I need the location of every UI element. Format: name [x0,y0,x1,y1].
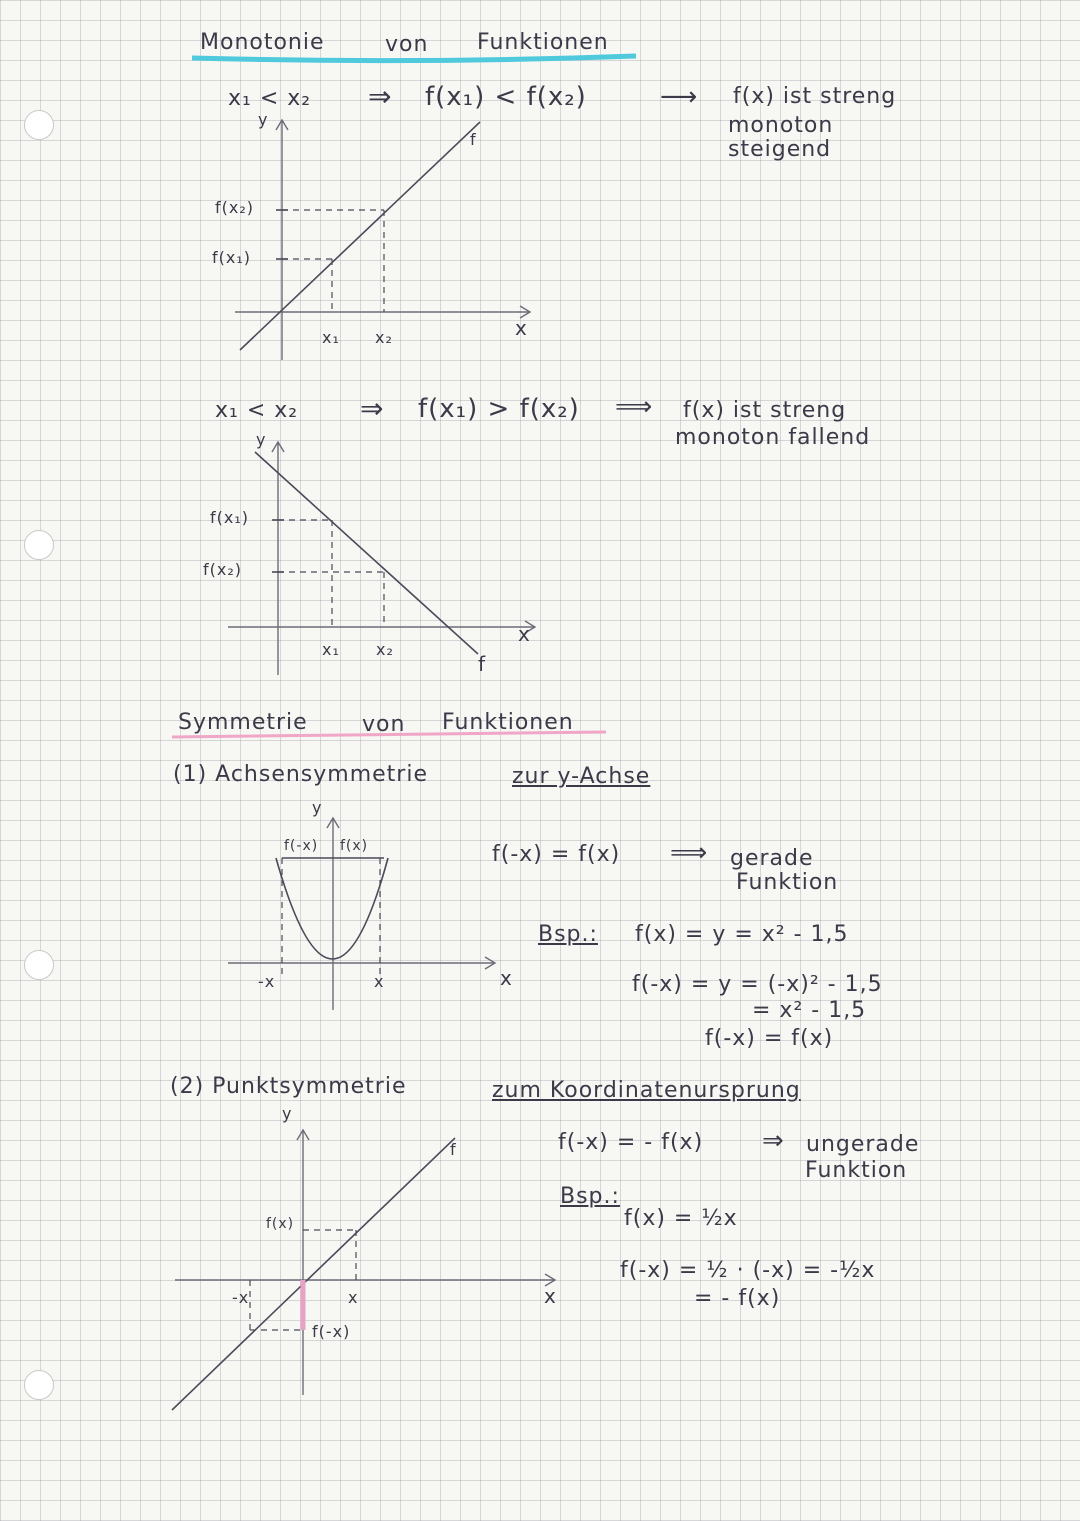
steigend-arrow: ⇒ [368,80,393,113]
graph2-fx2-label: f(x₂) [203,560,242,579]
achsen-bsp-line2: f(-x) = y = (-x)² - 1,5 [632,972,883,997]
achsen-title-suffix: zur y-Achse [512,764,651,789]
punkt-rule: f(-x) = - f(x) [558,1130,704,1155]
steigend-implication: f(x₁) < f(x₂) [425,82,587,112]
oddline-y-label: y [282,1104,293,1123]
achsen-bsp-label: Bsp.: [538,922,598,947]
punkt-title: (2) Punktsymmetrie [170,1074,407,1099]
punkt-result-line2: Funktion [805,1158,908,1183]
graph1-y-label: y [258,110,269,129]
punkt-bsp-line1: f(x) = ½x [624,1206,738,1231]
oddline-x-label: x [348,1288,359,1307]
symmetrie-heading-word3: Funktionen [442,710,574,735]
graph2-x2-label: x₂ [376,640,394,659]
oddline-x-axis-label: x [544,1284,557,1308]
graph1-x-axis-label: x [515,316,528,340]
graph2-x-axis-label: x [518,622,531,646]
steigend-result-arrow: ⟶ [660,82,699,112]
achsen-bsp-line4: f(-x) = f(x) [705,1026,834,1051]
achsen-arrow: ⟹ [670,838,709,868]
achsen-title: (1) Achsensymmetrie [173,762,428,787]
graph1-f-label: f [470,130,477,149]
achsen-result-line1: gerade [730,846,814,871]
punkt-bsp-line2: f(-x) = ½ · (-x) = -½x [620,1258,876,1283]
graph2-f-label: f [478,652,487,676]
graph1-x1-label: x₁ [322,328,340,347]
steigend-condition: x₁ < x₂ [228,86,312,111]
monotonie-heading-word1: Monotonie [200,30,325,55]
graph1-fx2-label: f(x₂) [215,198,254,217]
graph1-fx1-label: f(x₁) [212,248,251,267]
graph2-y-label: y [256,430,267,449]
graph-increasing [235,120,530,360]
graph2-x1-label: x₁ [322,640,340,659]
fallend-result-arrow: ⟹ [615,392,654,422]
oddline-negx-label: -x [232,1288,250,1307]
achsen-bsp-line3: = x² - 1,5 [752,998,867,1023]
parabola-fx-label: f(x) [340,838,369,854]
oddline-fx-label: f(x) [266,1216,295,1232]
oddline-fnx-label: f(-x) [312,1322,351,1341]
steigend-result-line3: steigend [728,137,832,162]
punkt-bsp-label: Bsp.: [560,1184,620,1209]
achsen-rule: f(-x) = f(x) [492,842,621,867]
parabola-x-label: x [374,972,385,991]
fallend-result-line2: monoton fallend [675,425,871,450]
monotonie-heading-word2: von [385,32,429,57]
symmetrie-heading-word2: von [362,712,406,737]
fallend-arrow: ⇒ [360,392,385,425]
oddline-f-label: f [450,1140,457,1159]
steigend-result-line2: monoton [728,113,834,138]
punkt-result-line1: ungerade [806,1132,920,1157]
parabola-x-axis-label: x [500,966,513,990]
graph1-x2-label: x₂ [375,328,393,347]
parabola-fnx-label: f(-x) [284,838,319,854]
fallend-condition: x₁ < x₂ [215,398,299,423]
steigend-result-line1: f(x) ist streng [733,84,897,109]
parabola-y-label: y [312,798,323,817]
monotonie-heading-word3: Funktionen [477,30,609,55]
punkt-bsp-line3: = - f(x) [694,1286,781,1311]
parabola-negx-label: -x [258,972,276,991]
punkt-title-suffix: zum Koordinatenursprung [492,1078,801,1103]
graph-odd-line [172,1130,555,1410]
punkt-arrow: ⇒ [762,1126,785,1156]
fallend-implication: f(x₁) > f(x₂) [418,394,580,424]
graph2-fx1-label: f(x₁) [210,508,249,527]
symmetrie-heading-word1: Symmetrie [178,710,308,735]
achsen-bsp-line1: f(x) = y = x² - 1,5 [635,922,849,947]
fallend-result-line1: f(x) ist streng [683,398,847,423]
achsen-result-line2: Funktion [736,870,839,895]
